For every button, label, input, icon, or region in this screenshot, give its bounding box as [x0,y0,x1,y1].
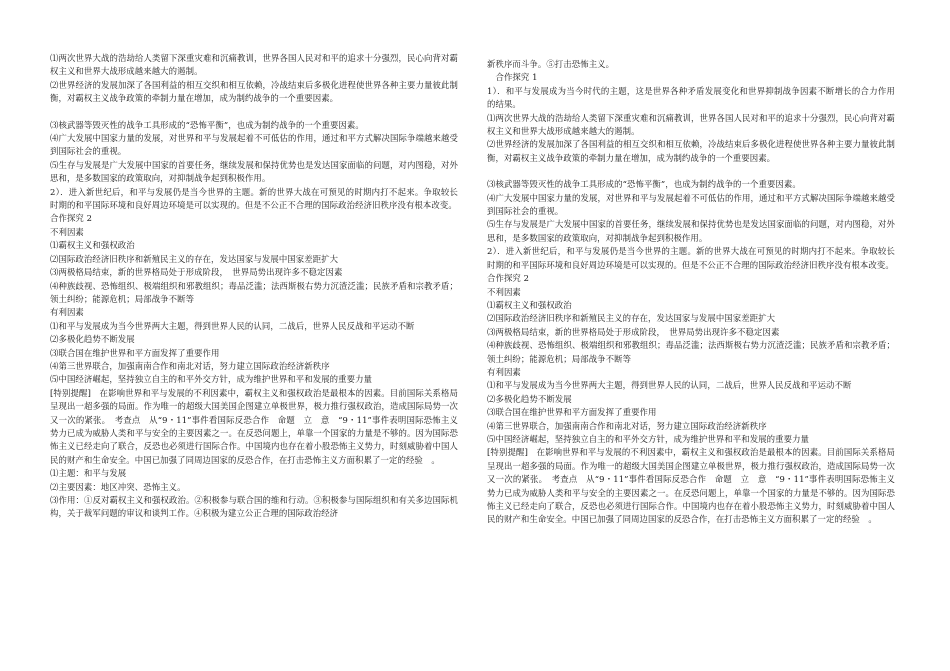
paragraph: 合作探究 1 [487,72,538,83]
paragraph: 不利因素 [487,286,521,297]
paragraph: ⑶核武器等毁灭性的战争工具形成的“恐怖平衡”，也成为制约战争的一个重要因素。 [50,119,364,130]
paragraph: ⑵多极化趋势不断发展 [487,393,572,404]
paragraph: ⑴主题：和平与发展 [50,468,127,479]
paragraph: ⑴两次世界大战的浩劫给人类留下深重灾难和沉痛教训，世界各国人民对和平的追求十分强烈，民心向背对霸权主义和世界大战形成越来越大的遏制。 [50,53,458,77]
paragraph: ⑷第三世界联合，加强南南合作和南北对话，努力建立国际政治经济新秩序 [50,360,330,371]
paragraph: ⑵世界经济的发展加深了各国利益的相互交织和相互依赖，冷战结束后多极化进程使世界各种主要力量彼此制衡，对霸权主义战争政策的牵制力量在增加，成为制约战争的一个重要因素。 [50,79,458,104]
paragraph: ⑴霸权主义和强权政治 [50,240,135,251]
paragraph: ⑴霸权主义和强权政治 [487,299,572,310]
paragraph: 有利因素 [50,307,84,318]
paragraph: ⑶核武器等毁灭性的战争工具形成的“恐怖平衡”，也成为制约战争的一个重要因素。 [487,179,801,190]
paragraph: ⑴和平与发展成为当今世界两大主题，得到世界人民的认同，二战后，世界人民反战和平运动不断 [50,320,415,331]
paragraph: 有利因素 [487,366,521,377]
paragraph: ⑸中国经济崛起，坚持独立自主的和平外交方针，成为维护世界和平和发展的重要力量 [50,374,373,385]
paragraph: ⑵主要因素：地区冲突、恐怖主义。 [50,481,186,492]
paragraph: 2）．进入新世纪后，和平与发展仍是当今世界的主题。新的世界大战在可预见的时期内打不起来。争取较长时期的和平国际环境和良好周边环境是可以实现的。但是不公正不合理的国际政治经济旧秩序没有根本改变。 [487,246,895,270]
paragraph: ⑵多极化趋势不断发展 [50,334,135,345]
paragraph: ⑸生存与发展是广大发展中国家的首要任务，继续发展和保持优势也是发达国家面临的问题，对内图稳，对外思和，是多数国家的政策取向，对抑制战争起到积极作用。 [487,219,895,243]
paragraph: 2）．进入新世纪后，和平与发展仍是当今世界的主题。新的世界大战在可预见的时期内打不起来。争取较长时期的和平国际环境和良好周边环境是可以实现的。但是不公正不合理的国际政治经济旧秩序没有根本改变。 [50,186,458,211]
paragraph: ⑷广大发展中国家力量的发展，对世界和平与发展起着不可低估的作用，通过和平方式解决国际争端越来越受到国际社会的重视。 [50,133,458,157]
paragraph: 合作探究 2 [487,273,530,284]
right-column [487,58,895,527]
paragraph: ⑶联合国在维护世界和平方面发挥了重要作用 [487,407,657,418]
paragraph: ⑷广大发展中国家力量的发展，对世界和平与发展起着不可低估的作用，通过和平方式解决国际争端越来越受到国际社会的重视。 [487,192,895,217]
paragraph: ⑷种族歧视、恐怖组织、极端组织和邪教组织；毒品泛滥；法西斯极右势力沉渣泛滥；民族矛盾和宗教矛盾；领土纠纷；能源危机；局部战争不断等 [50,280,458,304]
paragraph: ⑵国际政治经济旧秩序和新殖民主义的存在，发达国家与发展中国家差距扩大 [50,253,339,264]
paragraph: 不利因素 [50,226,84,237]
paragraph: ⑶作用：①反对霸权主义和强权政治。②积极参与联合国的维和行动。③积极参与国际组织和有关多边国际机构，关于裁军问题的审议和谈判工作。④积极为建立公正合理的国际政治经济 [50,495,458,519]
paragraph: ⑷种族歧视、恐怖组织、极端组织和邪教组织；毒品泛滥；法西斯极右势力沉渣泛滥；民族矛盾和宗教矛盾；领土纠纷；能源危机；局部战争不断等 [487,340,895,364]
paragraph: ⑸生存与发展是广大发展中国家的首要任务，继续发展和保持优势也是发达国家面临的问题，对内图稳，对外思和，是多数国家的政策取向，对抑制战争起到积极作用。 [50,159,458,184]
paragraph: 1）．和平与发展成为当今时代的主题，这是世界各种矛盾发展变化和世界抑制战争因素不断增长的合力作用的结果。 [487,85,895,110]
paragraph: ⑴两次世界大战的浩劫给人类留下深重灾难和沉痛教训，世界各国人民对和平的追求十分强烈，民心向背对霸权主义和世界大战形成越来越大的遏制。 [487,112,895,137]
paragraph: [特别提醒] 在影响世界和平与发展的不利因素中，霸权主义和强权政治是最根本的因素。目前国际关系格局呈现出一超多强的局面。作为唯一的超级大国美国企图建立单极世界，极力推行强权政治，造成国际局势一次又一次的紧张。 考查点 从“9・11”事件看国际反恐合作 命题 立 意 “9・11”事件表明国际恐怖主义势力已成为威胁人类和平与安全的主要因素之一。在反恐问题上，单靠一个国家的力量是不够的。因为国际恐怖主义已经走向了联合，反恐也必须进行国际合作。中国境内也存在着小股恐怖主义势力，时刻威胁着中国人民的财产和生命安全。中国已加强了同周边国家的反恐合作，在打击恐怖主义方面积累了一定的经验 。 [50,387,458,465]
paragraph: [特别提醒] 在影响世界和平与发展的不利因素中，霸权主义和强权政治是最根本的因素。目前国际关系格局呈现出一超多强的局面。作为唯一的超级大国美国企图建立单极世界，极力推行强权政治，造成国际局势一次又一次的紧张。 考查点 从“9・11”事件看国际反恐合作 命题 立 意 “9・11”事件表明国际恐怖主义势力已成为威胁人类和平与安全的主要因素之一。在反恐问题上，单靠一个国家的力量是不够的。因为国际恐怖主义已经走向了联合，反恐也必须进行国际合作。中国境内也存在着小股恐怖主义势力，时刻威胁着中国人民的财产和生命安全。中国已加强了同周边国家的反恐合作，在打击恐怖主义方面积累了一定的经验 。 [487,447,895,525]
paragraph: 合作探究 2 [50,213,93,224]
paragraph: ⑵国际政治经济旧秩序和新殖民主义的存在，发达国家与发展中国家差距扩大 [487,313,776,324]
left-column [50,52,458,521]
paragraph-gap [50,106,458,119]
paragraph: 新秩序而斗争。⑤打击恐怖主义。 [487,59,615,69]
paragraph: ⑶两极格局结束，新的世界格局处于形成阶段， 世界局势出现许多不稳定因素 [50,267,343,278]
paragraph-gap [487,165,895,178]
paragraph: ⑶联合国在维护世界和平方面发挥了重要作用 [50,347,220,358]
paragraph: ⑷第三世界联合，加强南南合作和南北对话，努力建立国际政治经济新秩序 [487,420,767,431]
paragraph: ⑶两极格局结束，新的世界格局处于形成阶段， 世界局势出现许多不稳定因素 [487,326,780,337]
paragraph: ⑴和平与发展成为当今世界两大主题，得到世界人民的认同，二战后，世界人民反战和平运动不断 [487,380,852,391]
paragraph: ⑵世界经济的发展加深了各国利益的相互交织和相互依赖，冷战结束后多极化进程使世界各种主要力量彼此制衡，对霸权主义战争政策的牵制力量在增加，成为制约战争的一个重要因素。 [487,139,895,163]
paragraph: ⑸中国经济崛起，坚持独立自主的和平外交方针，成为维护世界和平和发展的重要力量 [487,433,810,444]
